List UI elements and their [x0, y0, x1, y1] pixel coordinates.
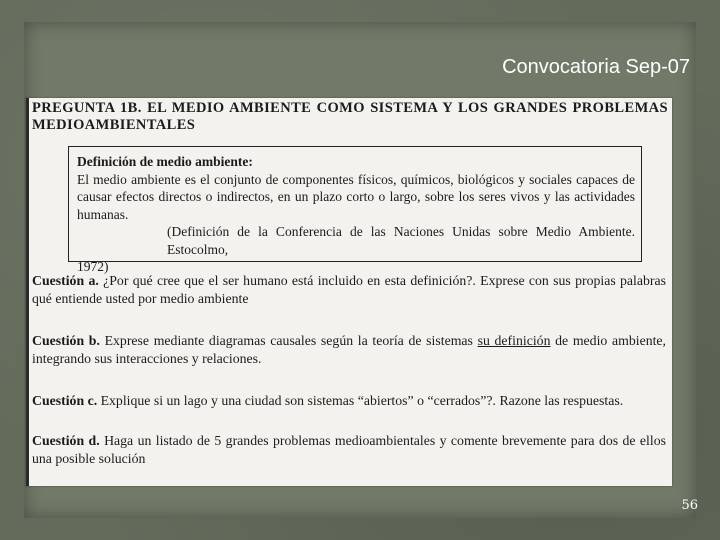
definition-box	[68, 146, 642, 274]
definition-title: Definición de medio ambiente:	[77, 154, 253, 169]
definition-text: El medio ambiente es el conjunto de componentes físicos, químicos, biológicos y sociales capaces de causar efectos directos o indirectos, en un plazo corto o largo, sobre los seres vivos y las actividades humanas.	[77, 171, 635, 222]
question-c-label: Cuestión c.	[32, 393, 98, 408]
definition-year: 1972)	[77, 259, 109, 274]
question-c-text: Explique si un lago y una ciudad son sistemas “abiertos” o “cerrados”?. Razone las respuestas.	[100, 393, 624, 408]
question-heading: PREGUNTA 1B. EL MEDIO AMBIENTE COMO SISTEMA Y LOS GRANDES PROBLEMAS MEDIOAMBIENTALES	[32, 100, 668, 133]
scanned-exam-page	[26, 98, 672, 486]
question-a-label: Cuestión a.	[32, 273, 99, 288]
question-a	[32, 272, 666, 307]
question-d	[32, 432, 666, 467]
question-d-label: Cuestión d.	[32, 433, 100, 448]
question-a-text: ¿Por qué cree que el ser humano está incluido en esta definición?. Exprese con sus propias palabras qué entiende usted por medio ambiente	[32, 273, 666, 306]
question-b-underlined: su definición	[477, 333, 551, 348]
question-b-label: Cuestión b.	[32, 333, 100, 348]
definition-source: (Definición de la Conferencia de las Naciones Unidas sobre Medio Ambiente. Estocolmo,	[167, 224, 635, 257]
page-number: 56	[681, 498, 698, 513]
question-b	[32, 332, 666, 367]
question-c	[32, 392, 666, 410]
slide-title: Convocatoria Sep-07	[502, 56, 690, 78]
question-d-text: Haga un listado de 5 grandes problemas medioambientales y comente brevemente para dos de ellos una posible solución	[32, 433, 666, 466]
question-b-text-before: Exprese mediante diagramas causales según la teoría de sistemas	[104, 333, 473, 348]
question-b-text-after: de medio ambiente, integrando sus interacciones y relaciones.	[32, 333, 666, 366]
scan-edge	[26, 98, 29, 486]
